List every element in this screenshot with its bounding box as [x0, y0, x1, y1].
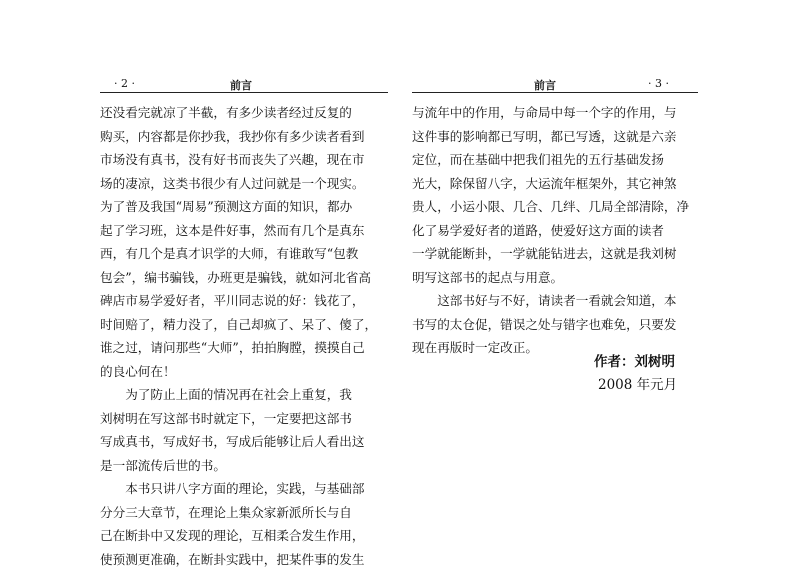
text-line: 是一部流传后世的书。: [100, 454, 388, 478]
text-line: 光大，除保留八字，大运流年框架外，其它神煞: [412, 172, 698, 196]
text-line: 现在再版时一定改正。: [412, 336, 698, 360]
left-page-body: [100, 101, 388, 571]
text-line: 西，有几个是真才识学的大师，有谁敢写“包教: [100, 242, 388, 266]
text-line: 碑店市易学爱好者，平川同志说的好：钱花了，: [100, 289, 388, 313]
text-line: 刘树明在写这部书时就定下，一定要把这部书: [100, 407, 388, 431]
text-line: 市场没有真书，没有好书而丧失了兴趣，现在市: [100, 148, 388, 172]
text-line: 化了易学爱好者的道路，使爱好这方面的读者: [412, 219, 698, 243]
text-line: 还没看完就凉了半截，有多少读者经过反复的: [100, 101, 388, 125]
left-page-header: [100, 74, 388, 94]
text-line: 起了学习班，这本是件好事，然而有几个是真东: [100, 219, 388, 243]
text-line: 己在断卦中又发现的理论，互相柔合发生作用，: [100, 524, 388, 548]
date-line: 2008 年元月: [598, 373, 677, 393]
text-line: 这件事的影响都已写明，都已写透，这就是六亲: [412, 125, 698, 149]
header-rule: [412, 92, 698, 93]
author-line: 作者：刘树明: [594, 350, 675, 370]
text-line: 本书只讲八字方面的理论，实践，与基础部: [100, 477, 388, 501]
text-line: 为了防止上面的情况再在社会上重复，我: [100, 383, 388, 407]
running-title: 前言: [534, 77, 556, 93]
text-line: 明写这部书的起点与用意。: [412, 266, 698, 290]
text-line: 场的凄凉，这类书很少有人过问就是一个现实。: [100, 172, 388, 196]
text-line: 时间赔了，精力没了，自己却疯了、呆了、傻了，: [100, 313, 388, 337]
text-line: 贵人，小运小限、几合、几绊、几局全部清除，净: [412, 195, 698, 219]
text-line: 书写的太仓促，错误之处与错字也难免，只要发: [412, 313, 698, 337]
right-page: [412, 0, 698, 558]
page-number: · 2 ·: [114, 77, 135, 90]
text-line: 分分三大章节，在理论上集众家新派所长与自: [100, 501, 388, 525]
page-number: · 3 ·: [648, 77, 669, 90]
text-line: 使预测更准确，在断卦实践中，把某件事的发生: [100, 548, 388, 571]
text-line: 的良心何在！: [100, 360, 388, 384]
text-line: 写成真书，写成好书，写成后能够让后人看出这: [100, 430, 388, 454]
running-title: 前言: [230, 77, 252, 93]
text-line: 购买，内容都是你抄我，我抄你有多少读者看到: [100, 125, 388, 149]
text-line: 包会”，编书骗钱，办班更是骗钱，就如河北省高: [100, 266, 388, 290]
text-line: 一学就能断卦，一学就能钻进去，这就是我刘树: [412, 242, 698, 266]
header-rule: [100, 92, 388, 93]
text-line: 谁之过，请问那些“大师”，拍拍胸膛，摸摸自己: [100, 336, 388, 360]
text-line: 为了普及我国“周易”预测这方面的知识，都办: [100, 195, 388, 219]
right-page-body: [412, 101, 698, 360]
left-page: [100, 0, 388, 558]
text-line: 定位，而在基础中把我们祖先的五行基础发扬: [412, 148, 698, 172]
right-page-header: [412, 74, 698, 94]
text-line: 这部书好与不好，请读者一看就会知道，本: [412, 289, 698, 313]
text-line: 与流年中的作用，与命局中每一个字的作用，与: [412, 101, 698, 125]
